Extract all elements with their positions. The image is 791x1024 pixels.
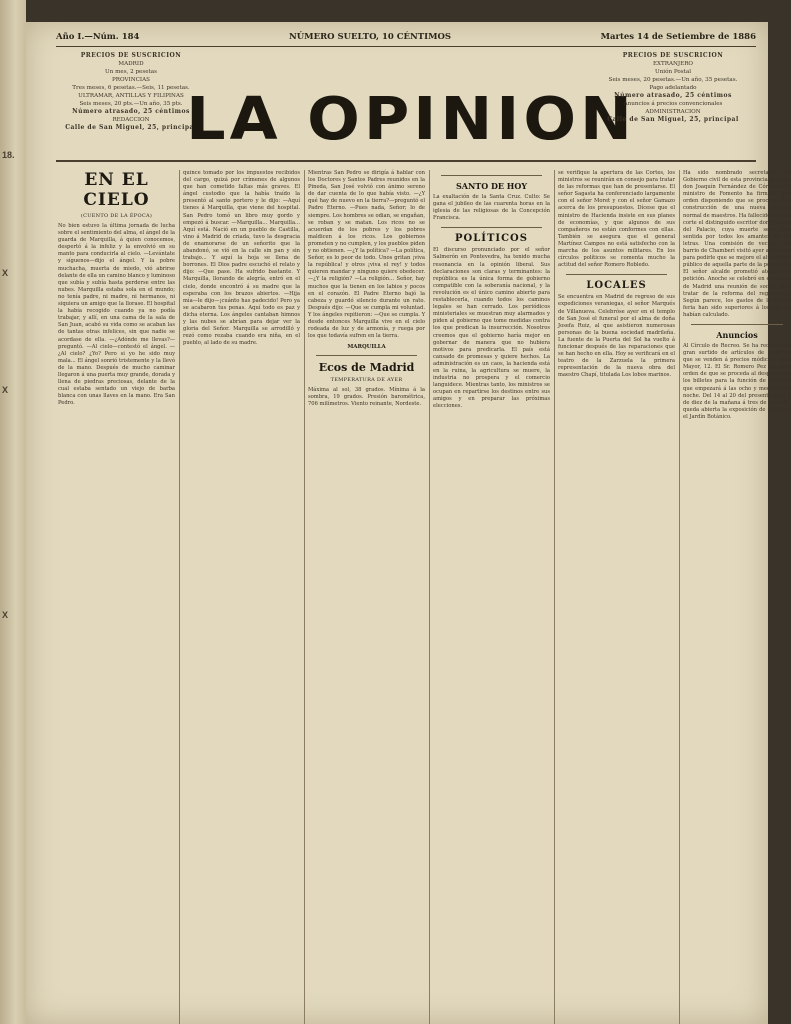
masthead-rule [56, 160, 756, 162]
issue-number: Año I.—Núm. 184 [56, 32, 140, 42]
column-2 [183, 170, 300, 1024]
box-line: Unión Postal [654, 69, 691, 75]
issue-price: NÚMERO SUELTO, 10 CÉNTIMOS [289, 32, 452, 42]
section-title: Ecos de Madrid [318, 361, 415, 375]
section-text: La exaltación de la Santa Cruz. Culto: Se gana el jubileo de las cuarenta horas en la iglesia de las religiosas de la Concepción Francisca. [433, 194, 550, 222]
section-rule [316, 355, 417, 356]
column-6 [683, 170, 791, 1024]
article-columns [58, 170, 791, 1024]
box-heading: PRECIOS DE SUSCRICION [622, 52, 724, 59]
section-text: Máxima al sol, 38 grados. Mínima á la sombra, 19 grados. Presión barométrica, 706 milímetros. Viento reinante, Nordeste. [308, 387, 425, 408]
subscription-box-left [56, 52, 206, 132]
column-divider [679, 170, 680, 1024]
box-line: EXTRANJERO [652, 61, 694, 67]
section-rule [691, 324, 783, 325]
header-rule [56, 46, 756, 47]
column-1 [58, 170, 175, 1024]
column-divider [554, 170, 555, 1024]
box-line: Calle de San Miguel, 25, principal [607, 116, 739, 123]
article-signature: MARQUILLA [347, 344, 386, 351]
section-title: SANTO DE HOY [455, 181, 528, 191]
section-title: LOCALES [586, 280, 647, 292]
article-text: Mientras San Pedro se dirigía á hablar con los Doctores y Santos Padres reunidos en la Pineda, San José volvió con ánimo sereno de dar cuenta de lo que había visto. —¿Y qué hay de nuevo en la tierra?—preguntó el Padre Eterno. —Pues nada, Señor; lo de siempre. Los hombres se odian, se engañan, se roban y se matan. Los ricos no se acuerdan de los pobres y los pobres maldicen á los ricos. Los gobiernos prometen y no cumplen, y los pueblos piden y no obtienen. —¿Y la política? —La política, Señor, es lo peor de todo. Unos gritan ¡viva la república! y otros ¡viva el rey! y todos quieren mandar y ninguno quiere obedecer. —¿Y la religión? —La religión... Señor, hay muchos que la tienen en los labios y pocos en el corazón. El Padre Eterno bajó la cabeza y guardó silencio durante un rato. Después dijo: —Que se cumpla mi voluntad. Y los ángeles repitieron: —Que se cumpla. Y desde entonces Marquilla vive en el cielo rodeada de luz y de armonía, y ruega por los que todavía sufren en la tierra. [308, 170, 425, 340]
section-rule [441, 227, 542, 228]
box-line: Un mes, 2 pesetas [105, 69, 157, 75]
article-text: se verifique la apertura de las Cortes, los ministros se reunirán en consejo para tratar de las reformas que han de presentarse. El señor Sagasta ha conferenciado largamente con el señor Moret y con el señor Gamazo acerca de los presupuestos. Dícese que el ministro de Hacienda insiste en sus planes de economías, y que algunos de sus compañeros no están conformes con ellas. También se asegura que el general Martínez Campos no está satisfecho con la marcha de los asuntos militares. En los círculos políticos se comenta mucho la actitud del señor Romero Robledo. [558, 170, 675, 269]
section-text: El discurso pronunciado por el señor Salmerón en Pontevedra, ha tenido mucha resonancia en la opinión liberal. Sus declaraciones son claras y terminantes: la república es la única forma de gobierno compatible con la soberanía nacional, y la revolución es el único camino abierto para restablecerla, cuando todos los caminos legales se han cerrado. Los periódicos ministeriales se muestran muy alarmados y piden al gobierno que tome medidas contra los que predican la insurrección. Nosotros creemos que el gobierno haría mejor en gobernar de manera que no hubiera motivos para predicarla. El país está cansado de promesas y quiere hechos. La administración es un caos, la hacienda está en la ruina, la agricultura se muere, la industria no prospera y el comercio languidece. Mientras tanto, los ministros se ocupan en repartirse los destinos entre sus amigos y en preparar las próximas elecciones. [433, 247, 550, 410]
column-3 [308, 170, 425, 1024]
book-spine [0, 0, 26, 1024]
box-line: Número atrasado, 25 céntimos [72, 108, 190, 115]
section-rule [441, 175, 542, 176]
spine-mark: X [2, 385, 9, 395]
spine-mark: X [2, 268, 9, 278]
newspaper-page [26, 22, 791, 1024]
box-heading: PRECIOS DE SUSCRICION [80, 52, 182, 59]
box-line: Pago adelantado [649, 85, 697, 91]
section-text: Se encuentra en Madrid de regreso de sus expediciones veraniegas, el señor Marqués de Villanueva. Celebróse ayer en el templo de San José el funeral por el alma de doña Josefa Ruiz, al que asistieron numerosas personas de la buena sociedad madrileña. La fuente de la Puerta del Sol ha vuelto á funcionar después de las reparaciones que se han hecho en ella. Hoy se verificará en el teatro de la Zarzuela la primera representación de la nueva obra del maestro Chapí, titulada Los lobos marinos. [558, 294, 675, 379]
subscription-box-right [598, 52, 748, 124]
column-5 [558, 170, 675, 1024]
spine-mark: 18. [2, 150, 15, 160]
masthead-title: LA OPINION [186, 83, 636, 154]
section-subtitle: TEMPERATURA DE AYER [330, 377, 403, 384]
section-text: Al Círculo de Recreo. Se ha recibido un gran surtido de artículos de invierno, que se venden á precios módicos. Calle Mayor, 12. El Sr. Romero Pez ha dado orden de que se proceda al despacho de los billetes para la función de mañana, que empezará á las ocho y media de la noche. Del 14 al 20 del presente mes, y de diez de la mañana á tres de la tarde, queda abierta la exposición de flores en el Jardín Botánico. [683, 342, 791, 420]
box-line: Tres meses, 6 pesetas.—Seis, 11 pesetas. [72, 85, 190, 91]
column-divider [179, 170, 180, 1024]
box-line: Seis meses, 20 pesetas.—Un año, 35 pesetas. [608, 77, 738, 83]
column-4 [433, 170, 550, 1024]
box-line: ADMINISTRACION [645, 109, 701, 115]
article-text: No bien estuvo la última jornada de lucha sobre el sentimiento del alma, el ángel de la guarda de Marquilla, á quien conocemos, despertó á la infeliz y la envolvió en su manto para conducirla al cielo. —Levántate y síguenos—dijo el ángel. Y la pobre muchacha, muerta de miedo, vió abrirse delante de ella un camino blanco y luminoso que subía y subía hasta perderse entre las nubes. Marquilla estaba sola en el mundo; no tenía padre, ni madre, ni hermanos, ni siquiera un amigo que la llorase. El hospital la había recogido cuando ya no podía trabajar, y allí, en una cama de la sala de San Juan, acabó su vida como se acaban las de tantas otras infelices, sin que nadie se acordase de ella. —¿Adónde me llevas?—preguntó. —Al cielo—contestó el ángel. —¿Al cielo? ¿Yo? Pero si yo he sido muy mala... El ángel sonrió tristemente y la llevó de la mano. Después de mucho caminar llegaron á una puerta muy grande, dorada y llena de piedras preciosas, delante de la cual estaba sentado un viejo de barba blanca con unas llaves en la mano. Era San Pedro. [58, 223, 175, 407]
article-subtitle: (CUENTO DE LA ÉPOCA) [80, 213, 153, 219]
article-title: EN EL CIELO [83, 170, 150, 210]
section-rule [566, 274, 667, 275]
box-line: REDACCION [112, 117, 150, 123]
box-line: PROVINCIAS [112, 77, 150, 83]
box-line: MADRID [118, 61, 144, 67]
box-line: Número atrasado, 25 céntimos [614, 92, 732, 99]
column-divider [429, 170, 430, 1024]
column-divider [304, 170, 305, 1024]
box-line: Calle de San Miguel, 25, principal [65, 124, 197, 131]
article-text: quince tomado por los impuestos recibidos del cargo, quizá por crímenes de algunos que han cometido faltas más graves. El ángel custodio que la había traído la presentó al santo portero y le dijo: —Aquí tienes á Marquilla, que viene del hospital. San Pedro tomó un libro muy gordo y empezó á buscar. —Marquilla... Marquilla... Aquí está. Nació en un pueblo de Castilla, vino á Madrid de criada, tuvo la desgracia de enamorarse de un señorito que la abandonó, se vió en la calle sin pan y sin trabajo... Y aquí la hoja se llena de borrones. El Dios padre escuchó el relato y dijo: —Que pase. Ha sufrido bastante. Y Marquilla, llorando de alegría, entró en el cielo, donde encontró á su madre que la esperaba con los brazos abiertos. —Hija mía—le dijo—¡cuánto has padecido! Pero ya se acabaron tus penas. Aquí todo es paz y dicha eterna. Los ángeles cantaban himnos y las nubes se abrían para dejar ver la gloria del Señor. Marquilla se arrodilló y rezó como rezaba cuando era niña, en el pueblo, al lado de su madre. [183, 170, 300, 347]
article-text: Ha sido nombrado secretario del Gobierno civil de esta provincia el señor don Joaquín Fernández de Córdoba. El ministro de Fomento ha firmado una orden disponiendo que se proceda á la construcción de una nueva escuela normal de maestros. Ha fallecido en esta corte el distinguido escritor don Manuel del Palacio, cuya muerte será muy sentida por todos los amantes de las letras. Una comisión de vecinos del barrio de Chamberí visitó ayer al alcalde para pedirle que se mejore el alumbrado público de aquella parte de la población. El señor alcalde prometió atender la petición. Anoche se celebró en el Casino de Madrid una reunión de socios para tratar de la reforma del reglamento. Según parece, los gastos de la última feria han sido superiores á los que se habían calculado. [683, 170, 791, 318]
dateline [56, 30, 756, 44]
spine-mark: X [2, 610, 9, 620]
section-title: Anuncios [716, 329, 758, 340]
issue-date: Martes 14 de Setiembre de 1886 [600, 32, 756, 42]
box-line: ULTRAMAR, ANTILLAS Y FILIPINAS [78, 93, 184, 99]
box-line: Seis meses, 20 pts.—Un año, 35 pts. [79, 101, 183, 107]
section-title: POLÍTICOS [455, 233, 528, 245]
box-line: Anuncios á precios convencionales [623, 101, 723, 107]
